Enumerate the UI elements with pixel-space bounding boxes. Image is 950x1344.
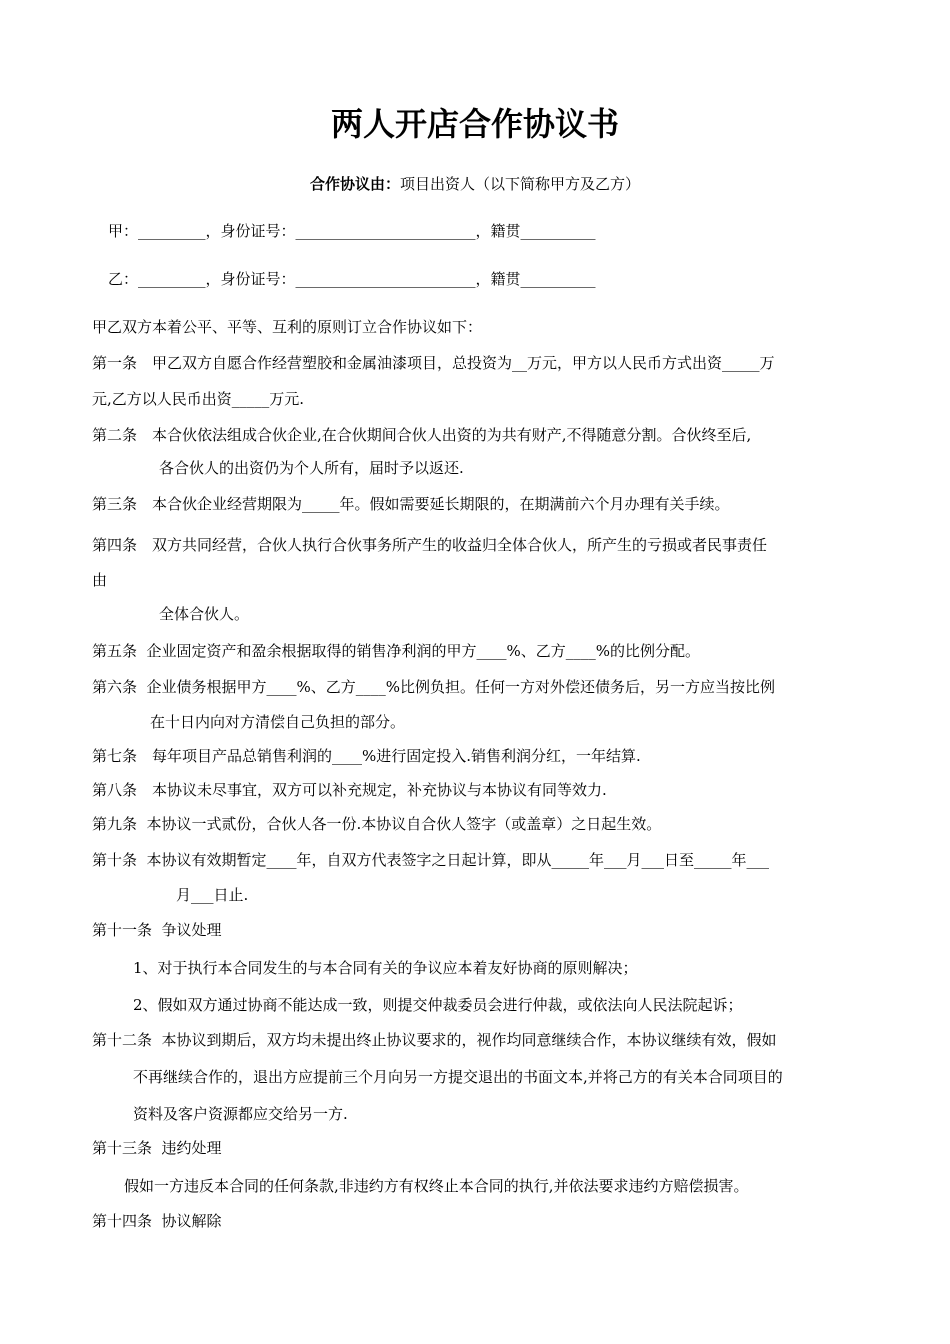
article-6-line-2: 在十日内向对方清偿自己负担的部分。 (150, 713, 406, 731)
article-2-line-2: 各合伙人的出资仍为个人所有，届时予以返还. (159, 459, 464, 477)
article-3: 第三条 本合伙企业经营期限为_____年。假如需要延长期限的，在期满前六个月办理有关手续。 (92, 495, 730, 513)
party-b-line: 乙：_________，身份证号：________________________，籍贯__________ (108, 270, 596, 288)
article-4-line-3: 全体合伙人。 (159, 605, 250, 623)
document-title: 两人开店合作协议书 (330, 105, 619, 143)
article-10-line-2: 月___日止. (176, 886, 249, 904)
preamble: 甲乙双方本着公平、平等、互利的原则订立合作协议如下： (92, 318, 483, 336)
article-1-line-2: 元,乙方以人民币出资_____万元. (92, 390, 305, 408)
article-14-heading: 第十四条 协议解除 (92, 1212, 222, 1230)
article-13-text: 假如一方违反本合同的任何条款,非违约方有权终止本合同的执行,并依法要求违约方赔偿损害。 (124, 1177, 749, 1195)
article-5: 第五条 企业固定资产和盈余根据取得的销售净利润的甲方____%、乙方____%的比例分配。 (92, 642, 701, 660)
intro-text: 项目出资人（以下简称甲方及乙方） (400, 175, 641, 193)
article-6-line-1: 第六条 企业债务根据甲方____%、乙方____%比例负担。任何一方对外偿还债务后，另一方应当按比例 (92, 678, 776, 696)
article-1-line-1: 第一条 甲乙双方自愿合作经营塑胶和金属油漆项目，总投资为__万元，甲方以人民币方式出资_____万 (92, 354, 775, 372)
article-12-line-3: 资料及客户资源都应交给另一方. (133, 1105, 348, 1123)
article-7: 第七条 每年项目产品总销售利润的____%进行固定投入.销售利润分红，一年结算. (92, 747, 641, 765)
article-13-heading: 第十三条 违约处理 (92, 1139, 222, 1157)
article-2-line-1: 第二条 本合伙依法组成合伙企业,在合伙期间合伙人出资的为共有财产,不得随意分割。合伙终至后, (92, 426, 752, 444)
article-8: 第八条 本协议未尽事宜，双方可以补充规定，补充协议与本协议有同等效力. (92, 781, 607, 799)
article-11-item-1: 1、对于执行本合同发生的与本合同有关的争议应本着友好协商的原则解决； (133, 959, 638, 977)
article-11-item-2: 2、假如双方通过协商不能达成一致，则提交仲裁委员会进行仲裁，或依法向人民法院起诉； (133, 996, 743, 1014)
article-4-line-2: 由 (92, 571, 108, 589)
article-12-line-1: 第十二条 本协议到期后，双方均未提出终止协议要求的，视作均同意继续合作，本协议继续有效，假如 (92, 1031, 777, 1049)
article-9: 第九条 本协议一式贰份，合伙人各一份.本协议自合伙人签字（或盖章）之日起生效。 (92, 815, 662, 833)
intro-label: 合作协议由： (309, 175, 400, 193)
article-12-line-2: 不再继续合作的，退出方应提前三个月向另一方提交退出的书面文本,并将己方的有关本合同项目的 (133, 1068, 783, 1086)
intro-line (0, 174, 950, 194)
article-10-line-1: 第十条 本协议有效期暂定____年，自双方代表签字之日起计算，即从_____年___月___日至_____年___ (92, 851, 770, 869)
article-4-line-1: 第四条 双方共同经营，合伙人执行合伙事务所产生的收益归全体合伙人，所产生的亏损或者民事责任 (92, 536, 768, 554)
party-a-line: 甲：_________，身份证号：________________________，籍贯__________ (108, 222, 596, 240)
article-11-heading: 第十一条 争议处理 (92, 921, 222, 939)
